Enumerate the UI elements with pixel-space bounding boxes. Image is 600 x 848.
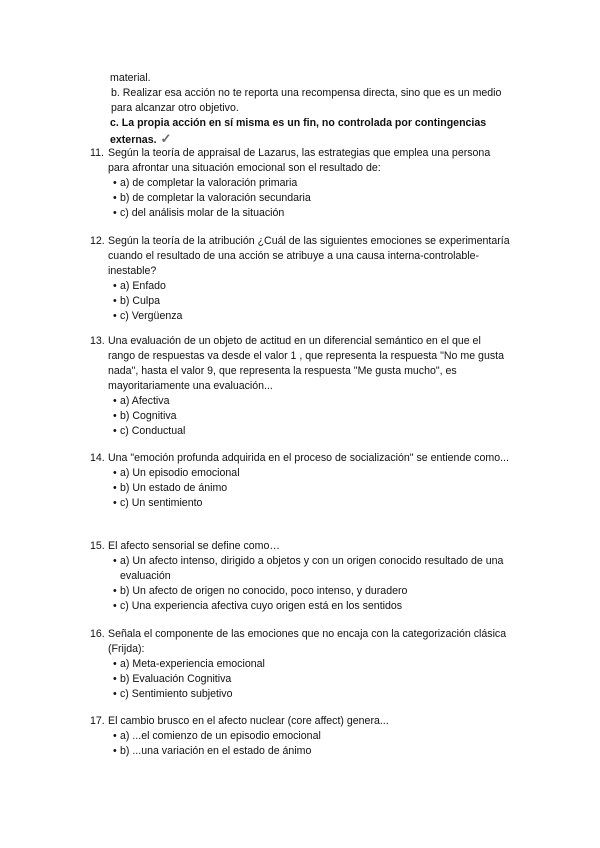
bullet-icon: • xyxy=(113,482,117,494)
continuation-line: material. xyxy=(110,72,151,84)
option-text: c) del análisis molar de la situación xyxy=(120,207,285,219)
option-text: b) Un estado de ánimo xyxy=(120,482,228,494)
question-number: 11. xyxy=(90,147,104,159)
question-13 xyxy=(90,334,510,439)
option-text: a) Un episodio emocional xyxy=(120,467,240,479)
bullet-icon: • xyxy=(113,585,117,597)
question-16 xyxy=(90,627,510,702)
question-text: Señala el componente de las emociones que no encaja con la categorización clásica (Frijda): xyxy=(108,628,507,655)
bullet-icon: • xyxy=(113,745,117,757)
question-text: El afecto sensorial se define como… xyxy=(108,540,280,552)
bullet-icon: • xyxy=(113,177,117,189)
option-text: b) ...una variación en el estado de ánimo xyxy=(120,745,312,757)
question-15 xyxy=(90,539,510,614)
option-item xyxy=(90,206,510,221)
option-text: a) de completar la valoración primaria xyxy=(120,177,298,189)
option-item xyxy=(90,599,510,614)
option-text: c) Un sentimiento xyxy=(120,497,203,509)
bullet-icon: • xyxy=(113,425,117,437)
option-item xyxy=(90,744,510,759)
option-text: c) Vergüenza xyxy=(120,310,183,322)
bullet-icon: • xyxy=(113,295,117,307)
question-17 xyxy=(90,714,510,759)
option-item xyxy=(90,729,510,744)
option-text: c) Sentimiento subjetivo xyxy=(120,688,233,700)
question-14 xyxy=(90,451,510,511)
option-text: a) ...el comienzo de un episodio emocional xyxy=(120,730,321,742)
question-text: El cambio brusco en el afecto nuclear (core affect) genera... xyxy=(108,715,389,727)
bullet-icon: • xyxy=(113,207,117,219)
option-text: b) Cognitiva xyxy=(120,410,177,422)
question-number: 15. xyxy=(90,540,105,552)
option-item xyxy=(90,496,510,511)
bullet-icon: • xyxy=(113,410,117,422)
question-11 xyxy=(90,146,510,221)
question-number: 14. xyxy=(90,452,105,464)
option-item xyxy=(90,554,510,584)
bullet-icon: • xyxy=(113,673,117,685)
bullet-icon: • xyxy=(113,688,117,700)
option-text: a) Afectiva xyxy=(120,395,170,407)
option-text: a) Un afecto intenso, dirigido a objetos y con un origen conocido resultado de una evaluación xyxy=(120,555,504,582)
option-text: c) Una experiencia afectiva cuyo origen está en los sentidos xyxy=(120,600,403,612)
option-b: b. Realizar esa acción no te reporta una recompensa directa, sino que es un medio para alcanzar otro objetivo. xyxy=(111,87,502,114)
option-item xyxy=(90,584,510,599)
bullet-icon: • xyxy=(113,192,117,204)
option-item xyxy=(90,481,510,496)
bullet-icon: • xyxy=(113,730,117,742)
option-text: b) Evaluación Cognitiva xyxy=(120,673,232,685)
question-number: 17. xyxy=(90,715,105,727)
option-item xyxy=(90,409,510,424)
bullet-icon: • xyxy=(113,555,117,567)
option-item xyxy=(90,176,510,191)
bullet-icon: • xyxy=(113,467,117,479)
bullet-icon: • xyxy=(113,280,117,292)
option-item xyxy=(90,191,510,206)
option-text: b) Un afecto de origen no conocido, poco intenso, y duradero xyxy=(120,585,408,597)
option-item xyxy=(90,394,510,409)
bullet-icon: • xyxy=(113,395,117,407)
option-item xyxy=(90,309,510,324)
bullet-icon: • xyxy=(113,497,117,509)
bullet-icon: • xyxy=(113,600,117,612)
checkmark-icon: ✓ xyxy=(160,131,172,146)
option-item xyxy=(90,424,510,439)
option-text: c) Conductual xyxy=(120,425,186,437)
question-text: Una evaluación de un objeto de actitud en un diferencial semántico en el que el rango de respuestas va desde el valor 1 , que representa la respuesta "No me gusta nada", hasta el valor 9, que representa la respuesta "Me gusta mucho", es mayoritariamente una evaluación... xyxy=(108,335,504,392)
option-text: a) Enfado xyxy=(120,280,166,292)
question-number: 13. xyxy=(90,335,105,347)
option-item xyxy=(90,672,510,687)
question-number: 16. xyxy=(90,628,105,640)
option-c-text: c. La propia acción en sí misma es un fin, no controlada por contingencias externas. xyxy=(110,117,487,146)
option-item xyxy=(90,687,510,702)
option-item xyxy=(90,294,510,309)
question-text: Según la teoría de la atribución ¿Cuál de las siguientes emociones se experimentaría cuando el resultado de una acción se atribuye a una causa interna-controlable-inestable? xyxy=(108,235,510,277)
bullet-icon: • xyxy=(113,310,117,322)
question-text: Una "emoción profunda adquirida en el proceso de socialización" se entiende como... xyxy=(108,452,509,464)
option-text: a) Meta-experiencia emocional xyxy=(120,658,265,670)
bullet-icon: • xyxy=(113,658,117,670)
option-c-correct xyxy=(110,116,510,148)
option-text: b) de completar la valoración secundaria xyxy=(120,192,311,204)
question-text: Según la teoría de appraisal de Lazarus, las estrategias que emplea una persona para afrontar una situación emocional son el resultado de: xyxy=(108,147,491,174)
question-number: 12. xyxy=(90,235,105,247)
previous-question-continuation xyxy=(110,71,510,148)
option-text: b) Culpa xyxy=(120,295,161,307)
option-item xyxy=(90,657,510,672)
option-item xyxy=(90,466,510,481)
option-item xyxy=(90,279,510,294)
question-12 xyxy=(90,234,510,324)
